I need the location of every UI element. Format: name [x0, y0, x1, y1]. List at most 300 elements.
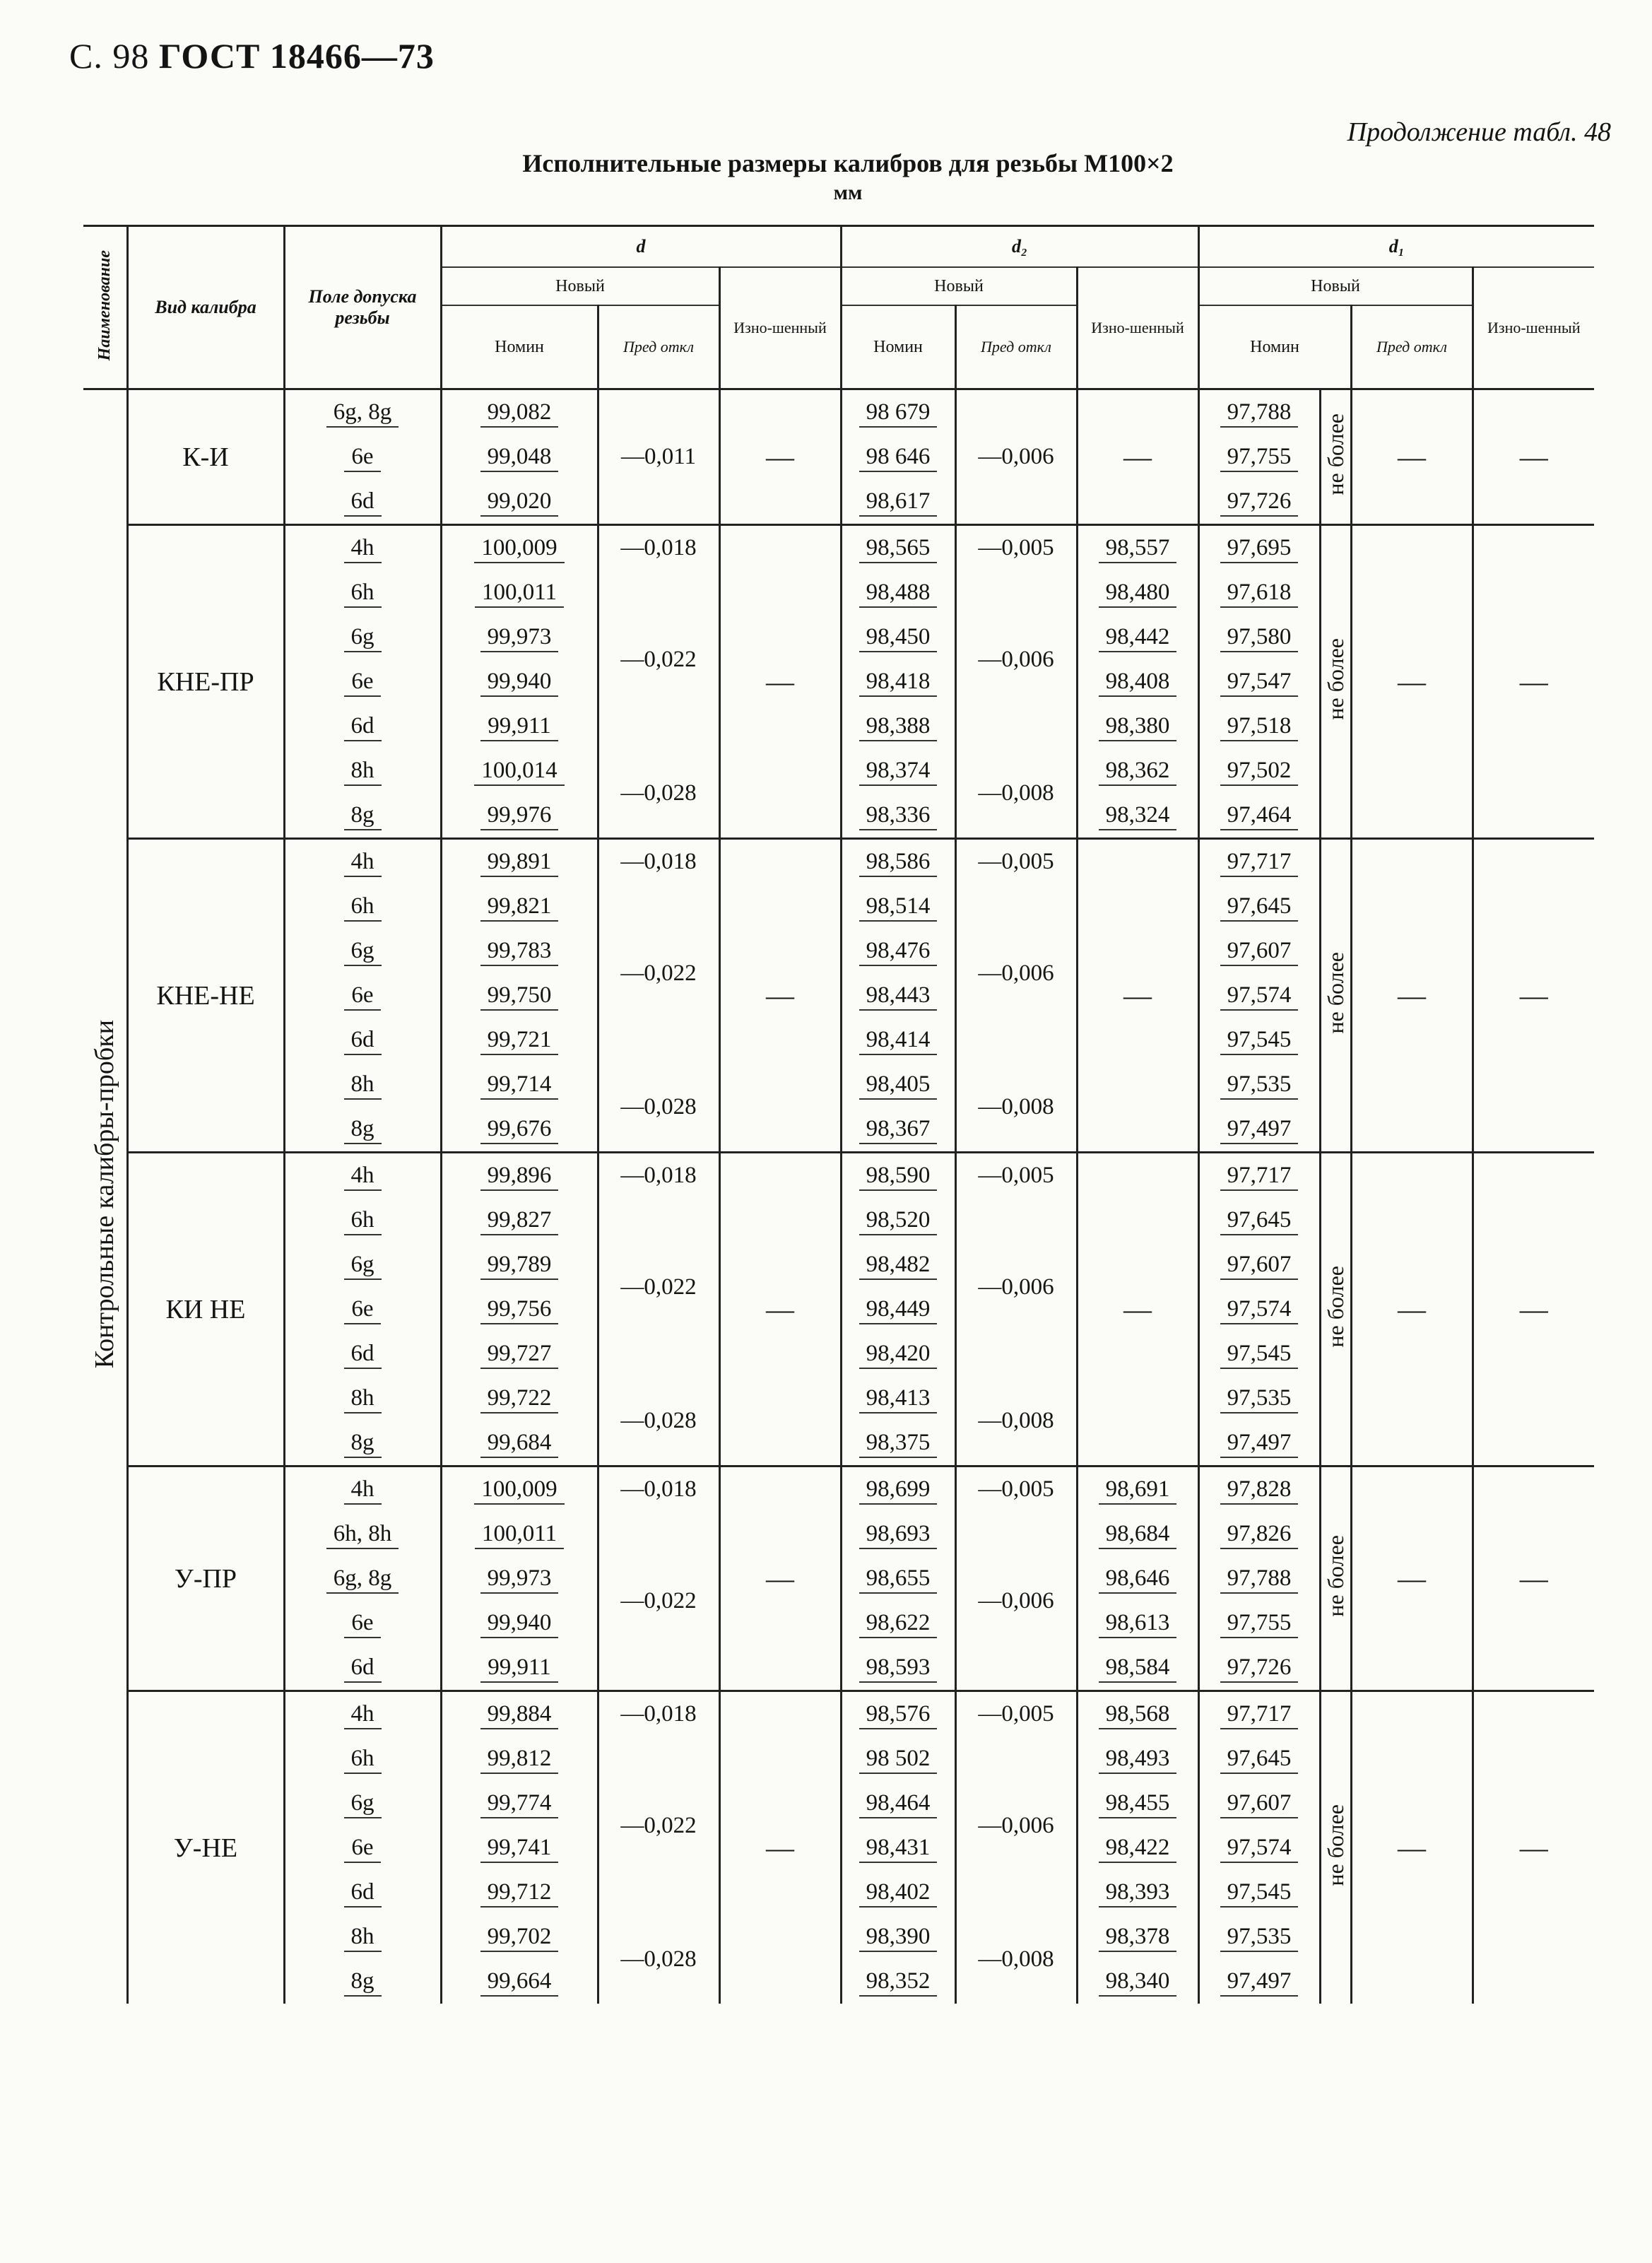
header-d: d	[441, 226, 841, 268]
tolerance-field	[284, 1601, 441, 1645]
d-nominal-value: 99,812	[480, 1746, 559, 1774]
not-more-label: не более	[1323, 413, 1348, 495]
d1-nominal-value: 97,607	[1220, 1790, 1299, 1818]
d1-nominal-value: 97,755	[1220, 1610, 1299, 1638]
d2-nominal	[841, 1512, 955, 1556]
tolerance-field-value: 6e	[344, 1835, 380, 1863]
header-d-worn: Изно-шенный	[719, 267, 841, 389]
d-nominal	[441, 435, 598, 479]
tolerance-field	[284, 1332, 441, 1376]
d1-nominal	[1198, 1736, 1320, 1781]
d1-nominal-value: 97,695	[1220, 535, 1299, 563]
d-nominal-value: 99,827	[480, 1207, 559, 1235]
d2-deviation: —0,008	[955, 1062, 1077, 1153]
tolerance-field-value: 8g	[344, 1116, 382, 1144]
d2-nominal-value: 98 502	[859, 1746, 938, 1774]
tolerance-field-value: 6d	[344, 1654, 382, 1683]
d2-worn: —	[1077, 839, 1198, 1153]
d-nominal-value: 99,721	[480, 1027, 559, 1055]
d2-nominal	[841, 389, 955, 435]
d2-nominal	[841, 570, 955, 615]
header-d2-worn: Изно-шенный	[1077, 267, 1198, 389]
d-deviation: —0,018	[598, 1466, 719, 1512]
d1-nominal-value: 97,574	[1220, 1835, 1299, 1863]
tolerance-field-value: 6g, 8g	[326, 1565, 399, 1594]
d2-worn	[1077, 525, 1198, 571]
d1-nominal-value: 97,502	[1220, 758, 1299, 786]
d-nominal	[441, 793, 598, 839]
d2-nominal	[841, 1376, 955, 1421]
tolerance-field	[284, 1512, 441, 1556]
d2-nominal-value: 98,420	[859, 1341, 938, 1369]
tolerance-field	[284, 570, 441, 615]
d2-nominal-value: 98,590	[859, 1163, 938, 1191]
tolerance-field-value: 6e	[344, 1610, 380, 1638]
d2-nominal-value: 98,449	[859, 1296, 938, 1324]
d-nominal	[441, 570, 598, 615]
d2-worn-value: 98,362	[1099, 758, 1177, 786]
d1-nominal	[1198, 1781, 1320, 1826]
d-nominal-value: 99,976	[480, 802, 559, 830]
d2-worn	[1077, 1645, 1198, 1691]
d-nominal-value: 99,676	[480, 1116, 559, 1144]
d2-deviation: —0,006	[955, 570, 1077, 748]
d-deviation: —0,018	[598, 1691, 719, 1737]
d1-nominal-value: 97,726	[1220, 1654, 1299, 1683]
d-nominal-value: 99,702	[480, 1924, 559, 1952]
d1-nominal	[1198, 1645, 1320, 1691]
tolerance-field	[284, 1959, 441, 2004]
d2-nominal	[841, 1287, 955, 1332]
d-deviation: —0,018	[598, 1153, 719, 1199]
d-nominal-value: 99,891	[480, 849, 559, 877]
tolerance-field-value: 8g	[344, 1430, 382, 1458]
tolerance-field-value: 6g	[344, 938, 382, 966]
d2-nominal-value: 98,352	[859, 1968, 938, 1997]
table-row	[83, 1466, 1594, 1512]
not-more-label: не более	[1323, 952, 1348, 1034]
d1-nominal	[1198, 1870, 1320, 1915]
tolerance-field	[284, 435, 441, 479]
d-worn: —	[719, 1466, 841, 1691]
d-nominal	[441, 1915, 598, 1959]
tolerance-field-value: 6e	[344, 669, 380, 697]
d2-worn-value: 98,493	[1099, 1746, 1177, 1774]
d2-nominal-value: 98,390	[859, 1924, 938, 1952]
tolerance-field	[284, 389, 441, 435]
d1-nominal	[1198, 659, 1320, 704]
d1-nominal	[1198, 479, 1320, 525]
d2-nominal-value: 98,431	[859, 1835, 938, 1863]
d2-nominal-value: 98,565	[859, 535, 938, 563]
tolerance-field-value: 6h	[344, 893, 382, 922]
d-nominal	[441, 1332, 598, 1376]
d1-nominal-value: 97,464	[1220, 802, 1299, 830]
tolerance-field-value: 6d	[344, 1027, 382, 1055]
d2-worn: —	[1077, 1153, 1198, 1466]
d-nominal-value: 99,940	[480, 669, 559, 697]
d2-nominal	[841, 435, 955, 479]
d2-nominal	[841, 1198, 955, 1242]
d2-deviation: —0,005	[955, 1466, 1077, 1512]
d2-nominal	[841, 1691, 955, 1737]
d-nominal-value: 99,774	[480, 1790, 559, 1818]
tolerance-field-value: 8h	[344, 758, 382, 786]
d1-nominal	[1198, 1332, 1320, 1376]
d2-nominal	[841, 1107, 955, 1153]
d1-nominal-value: 97,645	[1220, 893, 1299, 922]
tolerance-field	[284, 1198, 441, 1242]
d2-nominal-value: 98,482	[859, 1252, 938, 1280]
d2-nominal-value: 98,655	[859, 1565, 938, 1594]
d2-nominal	[841, 1915, 955, 1959]
d-nominal	[441, 1242, 598, 1287]
d2-nominal-value: 98,617	[859, 488, 938, 517]
table-row	[83, 389, 1594, 435]
d-nominal-value: 99,884	[480, 1701, 559, 1729]
d1-nominal	[1198, 435, 1320, 479]
d1-nominal	[1198, 525, 1320, 571]
d-nominal-value: 99,727	[480, 1341, 559, 1369]
d1-nominal-value: 97,497	[1220, 1430, 1299, 1458]
d2-nominal	[841, 1018, 955, 1062]
d-nominal-value: 99,973	[480, 1565, 559, 1594]
d-nominal-value: 100,011	[475, 580, 564, 608]
d2-nominal-value: 98,699	[859, 1476, 938, 1505]
d-nominal-value: 99,911	[480, 1654, 558, 1683]
d1-nominal-value: 97,607	[1220, 938, 1299, 966]
d-deviation: —0,022	[598, 884, 719, 1062]
d2-nominal-value: 98,576	[859, 1701, 938, 1729]
tolerance-field	[284, 929, 441, 973]
d-nominal-value: 99,048	[480, 444, 559, 472]
d2-worn-value: 98,378	[1099, 1924, 1177, 1952]
d2-deviation: —0,005	[955, 525, 1077, 571]
d2-nominal-value: 98,488	[859, 580, 938, 608]
d2-worn	[1077, 1870, 1198, 1915]
d2-nominal	[841, 1736, 955, 1781]
header-d2-nominal: Номин	[841, 305, 955, 389]
d1-nominal	[1198, 1107, 1320, 1153]
tolerance-field-value: 4h	[344, 1701, 382, 1729]
d1-worn: —	[1473, 839, 1594, 1153]
d2-deviation: —0,006	[955, 1736, 1077, 1915]
header-tolerance-field: Поле допуска резьбы	[284, 226, 441, 389]
d2-worn	[1077, 615, 1198, 659]
tolerance-field	[284, 525, 441, 571]
d-worn: —	[719, 1691, 841, 2004]
d2-nominal-value: 98,693	[859, 1521, 938, 1549]
d1-nominal	[1198, 1826, 1320, 1870]
d-deviation: —0,028	[598, 1376, 719, 1466]
d2-worn	[1077, 1601, 1198, 1645]
d-nominal-value: 99,750	[480, 982, 559, 1011]
table-header	[83, 226, 1594, 389]
d1-nominal-value: 97,826	[1220, 1521, 1299, 1549]
d2-deviation: —0,005	[955, 839, 1077, 885]
d2-deviation: —0,006	[955, 1512, 1077, 1691]
d-nominal-value: 99,789	[480, 1252, 559, 1280]
d-nominal-value: 99,741	[480, 1835, 559, 1863]
tolerance-field	[284, 1781, 441, 1826]
d1-nominal	[1198, 1556, 1320, 1601]
d-nominal	[441, 1062, 598, 1107]
d1-nominal	[1198, 1691, 1320, 1737]
d1-nominal-value: 97,547	[1220, 669, 1299, 697]
gauge-dimensions-table	[83, 225, 1594, 2004]
d-nominal-value: 99,714	[480, 1071, 559, 1100]
d1-nominal	[1198, 1242, 1320, 1287]
d-nominal	[441, 1153, 598, 1199]
d1-nominal-value: 97,726	[1220, 488, 1299, 517]
tolerance-field	[284, 793, 441, 839]
not-more-label: не более	[1323, 1804, 1348, 1886]
d-deviation: —0,011	[598, 389, 719, 525]
tolerance-field	[284, 884, 441, 929]
d-nominal	[441, 1601, 598, 1645]
d2-deviation: —0,008	[955, 1915, 1077, 2004]
header-d-deviation: Пред откл	[598, 305, 719, 389]
d2-worn-value: 98,455	[1099, 1790, 1177, 1818]
tolerance-field-value: 6d	[344, 1879, 382, 1908]
d1-nominal	[1198, 389, 1320, 435]
tolerance-field	[284, 1107, 441, 1153]
d2-worn-value: 98,393	[1099, 1879, 1177, 1908]
d2-nominal-value: 98,443	[859, 982, 938, 1011]
d2-nominal-value: 98,464	[859, 1790, 938, 1818]
table-body	[83, 389, 1594, 2004]
tolerance-field-value: 6g	[344, 1252, 382, 1280]
tolerance-field	[284, 839, 441, 885]
tolerance-field	[284, 1736, 441, 1781]
tolerance-field-value: 4h	[344, 849, 382, 877]
d-nominal-value: 99,973	[480, 624, 559, 652]
d1-nominal-value: 97,545	[1220, 1027, 1299, 1055]
d1-worn: —	[1473, 1691, 1594, 2004]
header-d1: d₁	[1198, 226, 1594, 268]
standard-number: ГОСТ 18466—73	[158, 36, 435, 76]
not-more-label: не более	[1323, 638, 1348, 720]
tolerance-field	[284, 1287, 441, 1332]
tolerance-field	[284, 1062, 441, 1107]
d1-nominal-value: 97,618	[1220, 580, 1299, 608]
tolerance-field-value: 6h, 8h	[326, 1521, 399, 1549]
d1-nominal	[1198, 1512, 1320, 1556]
tolerance-field-value: 8h	[344, 1071, 382, 1100]
tolerance-field-value: 4h	[344, 1163, 382, 1191]
d1-nominal	[1198, 839, 1320, 885]
d1-nominal-value: 97,545	[1220, 1341, 1299, 1369]
d2-nominal-value: 98,414	[859, 1027, 938, 1055]
d2-deviation: —0,006	[955, 1198, 1077, 1376]
header-d-nominal: Номин	[441, 305, 598, 389]
d-nominal	[441, 884, 598, 929]
table-unit: мм	[833, 181, 863, 204]
tolerance-field-value: 6e	[344, 982, 380, 1011]
tolerance-field-value: 4h	[344, 535, 382, 563]
tolerance-field-value: 8h	[344, 1924, 382, 1952]
not-more-cell	[1320, 389, 1351, 525]
gauge-kind-cell: У-ПР	[127, 1466, 284, 1691]
d2-nominal-value: 98 646	[859, 444, 938, 472]
d-worn: —	[719, 1153, 841, 1466]
d2-deviation: —0,005	[955, 1153, 1077, 1199]
d1-nominal-value: 97,717	[1220, 1701, 1299, 1729]
table-title: Исполнительные размеры калибров для резьбы М100×2	[522, 149, 1174, 177]
d2-worn	[1077, 1915, 1198, 1959]
tolerance-field-value: 8g	[344, 802, 382, 830]
d1-nominal-value: 97,645	[1220, 1746, 1299, 1774]
table-row	[83, 1153, 1594, 1199]
d-nominal-value: 100,009	[474, 535, 564, 563]
tolerance-field-value: 6d	[344, 1341, 382, 1369]
d-nominal	[441, 1645, 598, 1691]
gauge-kind-cell: КИ НЕ	[127, 1153, 284, 1466]
d2-worn-value: 98,408	[1099, 669, 1177, 697]
d2-nominal-value: 98,336	[859, 802, 938, 830]
tolerance-field	[284, 1242, 441, 1287]
d2-nominal	[841, 1826, 955, 1870]
d2-deviation: —0,008	[955, 748, 1077, 839]
d-deviation: —0,022	[598, 1512, 719, 1691]
tolerance-field-value: 8h	[344, 1385, 382, 1413]
tolerance-field	[284, 1466, 441, 1512]
d2-worn-value: 98,557	[1099, 535, 1177, 563]
d-nominal-value: 99,756	[480, 1296, 559, 1324]
d1-deviation: —	[1351, 1691, 1473, 2004]
d-nominal	[441, 659, 598, 704]
d-nominal-value: 100,009	[474, 1476, 564, 1505]
d-nominal	[441, 1376, 598, 1421]
tolerance-field	[284, 659, 441, 704]
d2-worn	[1077, 748, 1198, 793]
tolerance-field	[284, 1376, 441, 1421]
d-nominal	[441, 1691, 598, 1737]
d1-nominal	[1198, 1915, 1320, 1959]
d2-nominal	[841, 525, 955, 571]
d2-nominal	[841, 1153, 955, 1199]
d2-nominal	[841, 1062, 955, 1107]
d-nominal	[441, 1107, 598, 1153]
d1-nominal-value: 97,545	[1220, 1879, 1299, 1908]
d2-nominal-value: 98,593	[859, 1654, 938, 1683]
d2-nominal	[841, 839, 955, 885]
d2-nominal-value: 98,405	[859, 1071, 938, 1100]
d2-deviation: —0,008	[955, 1376, 1077, 1466]
d1-nominal	[1198, 1376, 1320, 1421]
d1-nominal	[1198, 793, 1320, 839]
tolerance-field	[284, 1691, 441, 1737]
d2-worn-value: 98,380	[1099, 713, 1177, 741]
page-number: С. 98	[69, 36, 150, 76]
d2-worn-value: 98,646	[1099, 1565, 1177, 1594]
tolerance-field	[284, 1421, 441, 1466]
d2-nominal	[841, 1959, 955, 2004]
d1-nominal-value: 97,607	[1220, 1252, 1299, 1280]
d1-nominal-value: 97,828	[1220, 1476, 1299, 1505]
d2-worn	[1077, 1736, 1198, 1781]
d2-worn-value: 98,613	[1099, 1610, 1177, 1638]
d2-worn	[1077, 704, 1198, 748]
gauge-kind-cell: К-И	[127, 389, 284, 525]
d1-nominal	[1198, 1198, 1320, 1242]
tolerance-field-value: 6g, 8g	[326, 399, 399, 428]
d2-worn	[1077, 1556, 1198, 1601]
tolerance-field-value: 6h	[344, 1207, 382, 1235]
d1-worn: —	[1473, 1153, 1594, 1466]
d2-nominal-value: 98,520	[859, 1207, 938, 1235]
d2-nominal-value: 98,622	[859, 1610, 938, 1638]
d2-worn	[1077, 1691, 1198, 1737]
d2-nominal-value: 98,586	[859, 849, 938, 877]
d2-nominal	[841, 884, 955, 929]
d1-nominal	[1198, 1018, 1320, 1062]
header-d2-new: Новый	[841, 267, 1077, 305]
d-nominal-value: 99,712	[480, 1879, 559, 1908]
d-nominal-value: 99,896	[480, 1163, 559, 1191]
d-nominal	[441, 1421, 598, 1466]
d2-nominal-value: 98,374	[859, 758, 938, 786]
d-nominal-value: 99,664	[480, 1968, 559, 1997]
d1-nominal-value: 97,497	[1220, 1116, 1299, 1144]
d-nominal	[441, 1018, 598, 1062]
d1-nominal	[1198, 570, 1320, 615]
d2-nominal	[841, 1556, 955, 1601]
d2-worn	[1077, 1826, 1198, 1870]
d1-deviation: —	[1351, 525, 1473, 839]
tolerance-field	[284, 973, 441, 1018]
d2-nominal-value: 98,413	[859, 1385, 938, 1413]
d-nominal-value: 99,821	[480, 893, 559, 922]
d2-nominal	[841, 1421, 955, 1466]
d1-nominal-value: 97,788	[1220, 1565, 1299, 1594]
header-name: Наименование	[83, 226, 127, 389]
not-more-cell	[1320, 1466, 1351, 1691]
d2-worn-value: 98,568	[1099, 1701, 1177, 1729]
d1-nominal	[1198, 1466, 1320, 1512]
header-d-new: Новый	[441, 267, 719, 305]
d-nominal-value: 99,940	[480, 1610, 559, 1638]
d1-worn: —	[1473, 525, 1594, 839]
d2-nominal-value: 98,402	[859, 1879, 938, 1908]
tolerance-field	[284, 704, 441, 748]
d1-nominal-value: 97,518	[1220, 713, 1299, 741]
d-nominal	[441, 479, 598, 525]
d-nominal	[441, 1781, 598, 1826]
d2-worn	[1077, 1466, 1198, 1512]
d2-nominal	[841, 615, 955, 659]
d2-worn-value: 98,340	[1099, 1968, 1177, 1997]
not-more-label: не более	[1323, 1535, 1348, 1617]
d-nominal	[441, 1466, 598, 1512]
d2-nominal	[841, 748, 955, 793]
d2-nominal	[841, 1466, 955, 1512]
tolerance-field	[284, 1556, 441, 1601]
d2-nominal	[841, 973, 955, 1018]
d1-nominal-value: 97,574	[1220, 982, 1299, 1011]
d1-deviation: —	[1351, 1153, 1473, 1466]
d1-nominal	[1198, 1153, 1320, 1199]
d1-nominal-value: 97,535	[1220, 1924, 1299, 1952]
d2-nominal-value: 98,388	[859, 713, 938, 741]
tolerance-field	[284, 1915, 441, 1959]
page-header	[69, 35, 435, 76]
d1-deviation: —	[1351, 839, 1473, 1153]
d-nominal	[441, 929, 598, 973]
d1-nominal-value: 97,497	[1220, 1968, 1299, 1997]
d1-deviation: —	[1351, 1466, 1473, 1691]
d2-worn	[1077, 659, 1198, 704]
